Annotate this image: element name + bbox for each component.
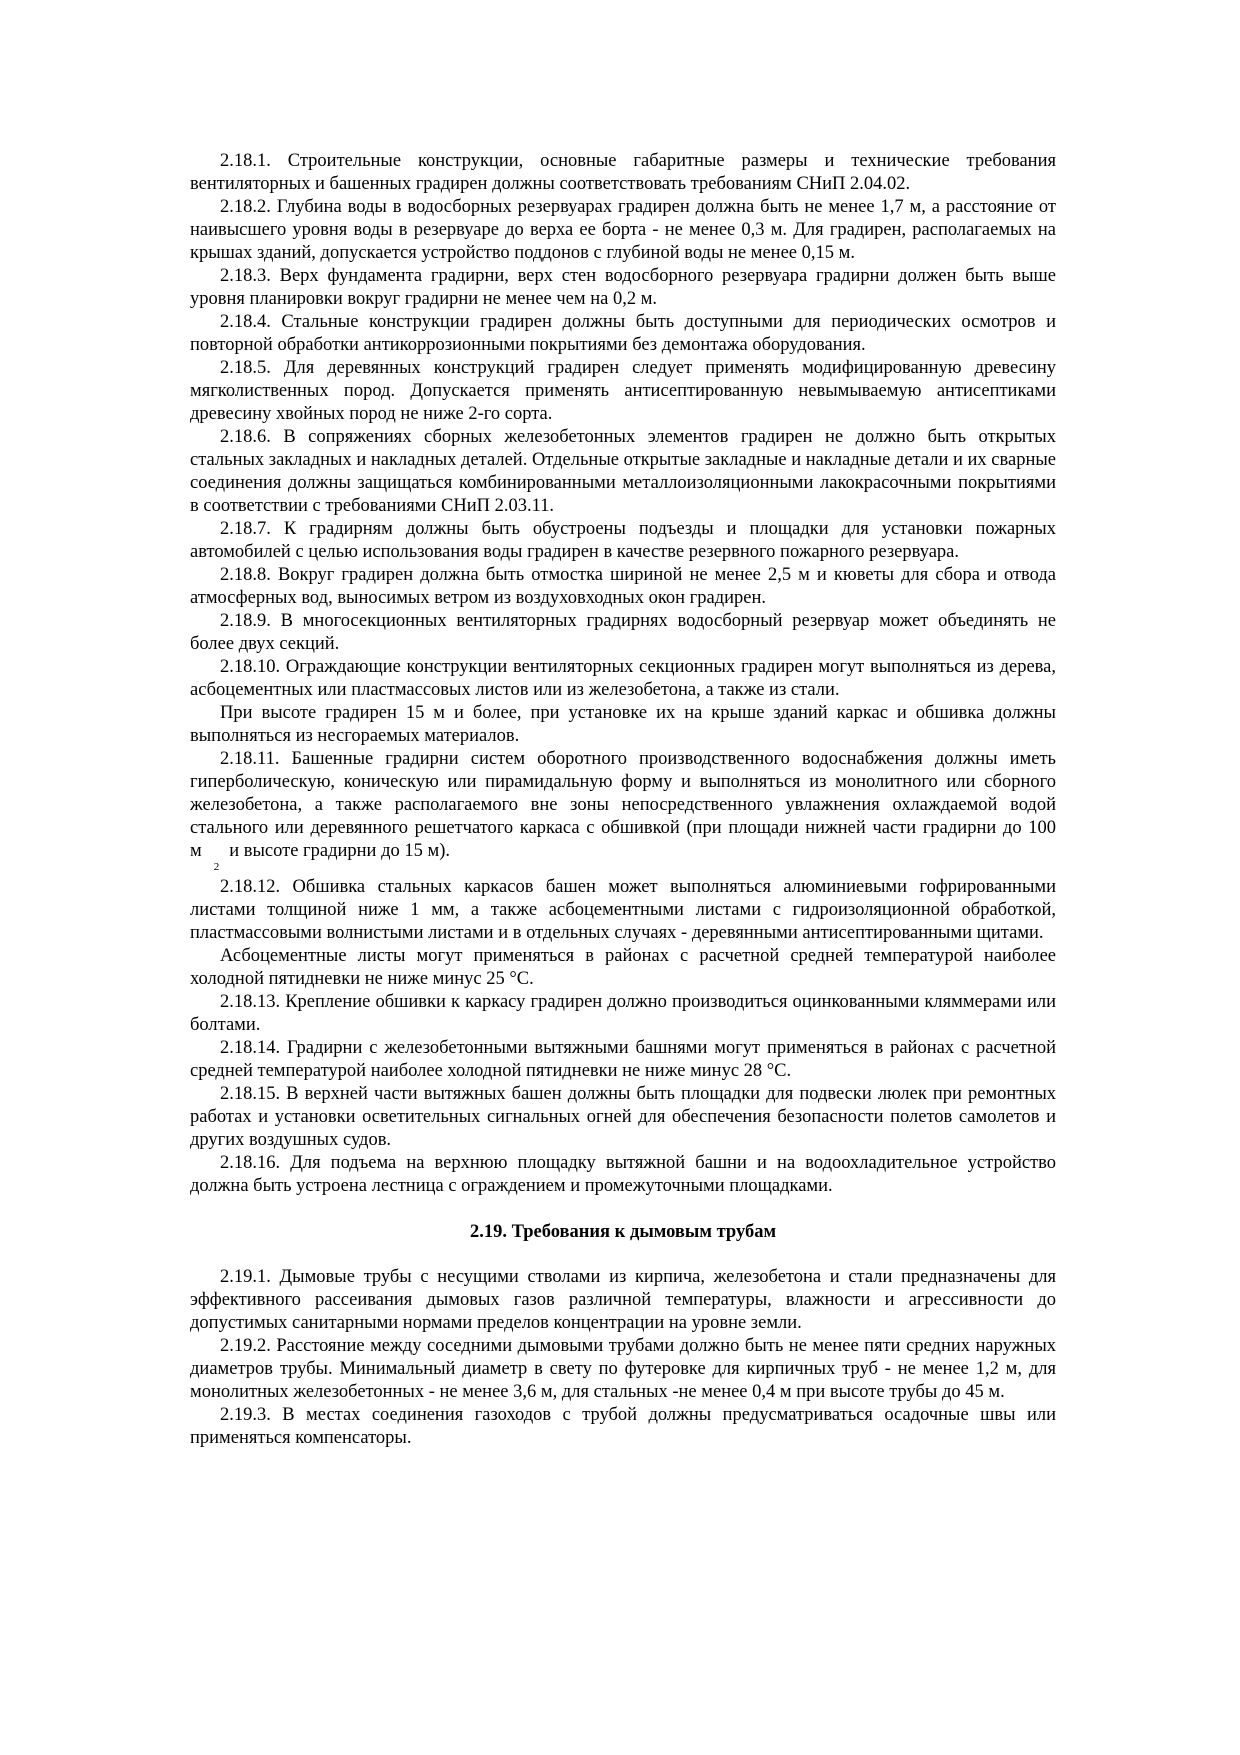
- document-page: [190, 150, 1056, 1450]
- paragraph-2-18-1: 2.18.1. Строительные конструкции, основные габаритные размеры и технические требования вентиляторных и башенных градирен должны соответствовать требованиям СНиП 2.04.02.: [190, 151, 1056, 194]
- paragraph-2-19-3: 2.19.3. В местах соединения газоходов с трубой должны предусматриваться осадочные швы или применяться компенсаторы.: [190, 1405, 1056, 1448]
- paragraph-2-18-13: 2.18.13. Крепление обшивки к каркасу градирен должно производиться оцинкованными кляммерами или болтами.: [190, 992, 1056, 1035]
- paragraph-2-18-15: 2.18.15. В верхней части вытяжных башен должны быть площадки для подвески люлек при ремонтных работах и установки осветительных сигнальных огней для обеспечения безопасности полетов самолетов и других воздушных судов.: [190, 1084, 1056, 1150]
- paragraph-2-18-9: 2.18.9. В многосекционных вентиляторных градирнях водосборный резервуар может объединять не более двух секций.: [190, 611, 1056, 654]
- paragraph-2-18-10: 2.18.10. Ограждающие конструкции вентиляторных секционных градирен могут выполняться из дерева, асбоцементных или пластмассовых листов или из железобетона, а также из стали.: [190, 657, 1056, 700]
- paragraph-2-18-6: 2.18.6. В сопряжениях сборных железобетонных элементов градирен не должно быть открытых стальных закладных и накладных деталей. Отдельные открытые закладные и накладные детали и их сварные соединения должны защищаться комбинированными металлоизоляционными лакокрасочными покрытиями в соответствии с требованиями СНиП 2.03.11.: [190, 427, 1056, 516]
- paragraph-2-18-16: 2.18.16. Для подъема на верхнюю площадку вытяжной башни и на водоохладительное устройство должна быть устроена лестница с ограждением и промежуточными площадками.: [190, 1153, 1056, 1196]
- paragraph-2-18-12-note: Асбоцементные листы могут применяться в районах с расчетной средней температурой наиболее холодной пятидневки не ниже минус 25 °С.: [190, 946, 1056, 989]
- paragraph-2-18-8: 2.18.8. Вокруг градирен должна быть отмостка шириной не менее 2,5 м и кюветы для сбора и отвода атмосферных вод, выносимых ветром из воздуховходных окон градирен.: [190, 565, 1056, 608]
- paragraph-2-18-11-text: 2.18.11. Башенные градирни систем оборотного производственного водоснабжения должны иметь гиперболическую, коническую или пирамидальную форму и выполняться из монолитного или сборного железобетона, а также располагаемого вне зоны непосредственного увлажнения охлаждаемой водой стального или деревянного решетчатого каркаса с обшивкой (при площади нижней части градирни до 100 м: [190, 749, 1056, 861]
- paragraph-2-18-14: 2.18.14. Градирни с железобетонными вытяжными башнями могут применяться в районах с расчетной средней температурой наиболее холодной пятидневки не ниже минус 28 °С.: [190, 1038, 1056, 1081]
- paragraph-2-18-10-note: При высоте градирен 15 м и более, при установке их на крыше зданий каркас и обшивка должны выполняться из несгораемых материалов.: [190, 703, 1056, 746]
- section-heading-2-19: 2.19. Требования к дымовым трубам: [469, 1222, 777, 1242]
- paragraph-2-18-4: 2.18.4. Стальные конструкции градирен должны быть доступными для периодических осмотров и повторной обработки антикоррозионными покрытиями без демонтажа оборудования.: [190, 312, 1056, 355]
- paragraph-2-18-11: [190, 748, 1056, 873]
- paragraph-2-18-3: 2.18.3. Верх фундамента градирни, верх стен водосборного резервуара градирни должен быть выше уровня планировки вокруг градирни не менее чем на 0,2 м.: [190, 266, 1056, 309]
- paragraph-2-18-12: 2.18.12. Обшивка стальных каркасов башен может выполняться алюминиевыми гофрированными листами толщиной ниже 1 мм, а также асбоцементными листами с гидроизоляционной обработкой, пластмассовыми волнистыми листами и в отдельных случаях - деревянными антисептированными щитами.: [190, 877, 1056, 943]
- paragraph-2-18-2: 2.18.2. Глубина воды в водосборных резервуарах градирен должна быть не менее 1,7 м, а расстояние от наивысшего уровня воды в резервуаре до верха ее борта - не менее 0,3 м. Для градирен, располагаемых на крышах зданий, допускается устройство поддонов с глубиной воды не менее 0,15 м.: [190, 197, 1056, 263]
- paragraph-2-18-7: 2.18.7. К градирням должны быть обустроены подъезды и площадки для установки пожарных автомобилей с целью использования воды градирен в качестве резервного пожарного резервуара.: [190, 519, 1056, 562]
- superscript-exponent: 2: [213, 861, 220, 873]
- paragraph-2-19-2: 2.19.2. Расстояние между соседними дымовыми трубами должно быть не менее пяти средних наружных диаметров трубы. Минимальный диаметр в свету по футеровке для кирпичных труб - не менее 1,2 м, для монолитных железобетонных - не менее 3,6 м, для стальных -не менее 0,4 м при высоте трубы до 45 м.: [190, 1336, 1056, 1402]
- paragraph-2-18-11-tail: и высоте градирни до 15 м).: [229, 841, 450, 861]
- paragraph-2-19-1: 2.19.1. Дымовые трубы с несущими стволами из кирпича, железобетона и стали предназначены для эффективного рассеивания дымовых газов различной температуры, влажности и агрессивности до допустимых санитарными нормами пределов концентрации на уровне земли.: [190, 1267, 1056, 1333]
- paragraph-2-18-5: 2.18.5. Для деревянных конструкций градирен следует применять модифицированную древесину мягколиственных пород. Допускается применять антисептированную невымываемую антисептиками древесину хвойных пород не ниже 2-го сорта.: [190, 358, 1056, 424]
